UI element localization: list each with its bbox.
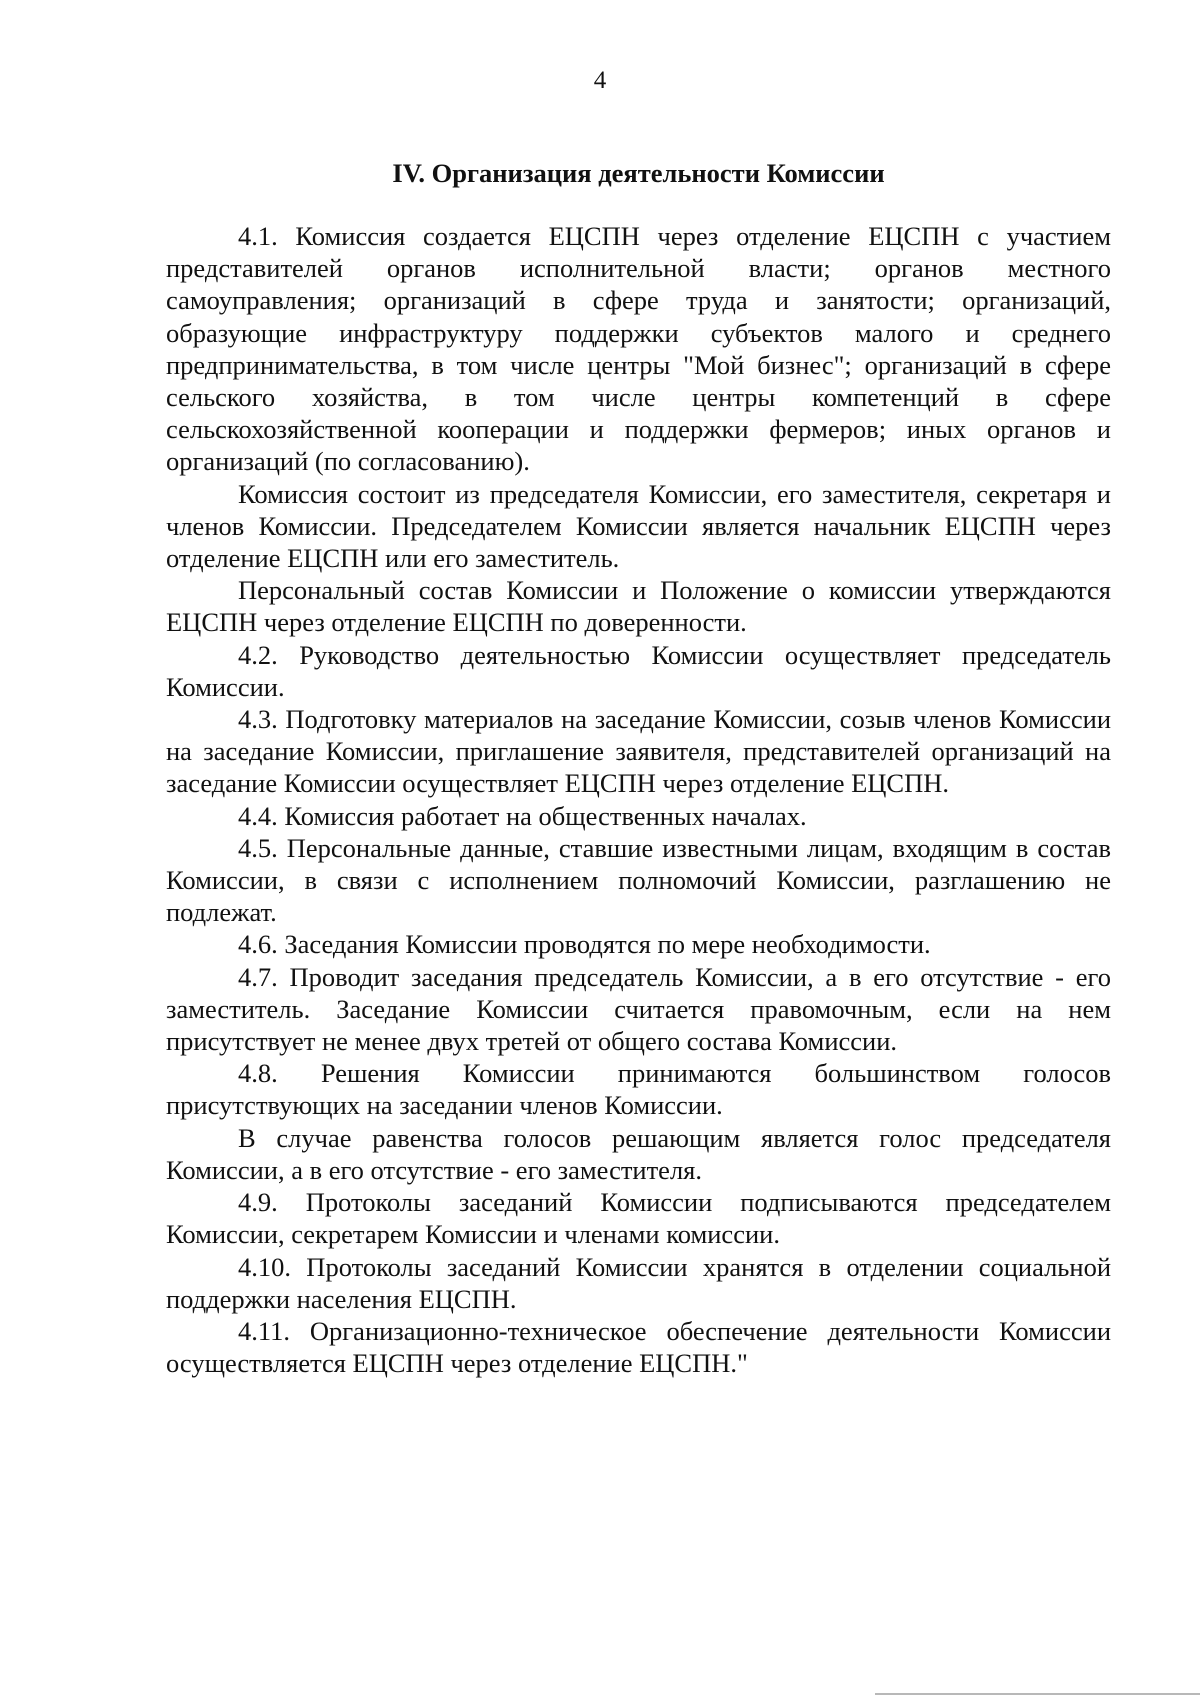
paragraph-tie-vote: В случае равенства голосов решающим является голос председателя Комиссии, а в его отсутствие - его заместителя.	[166, 1122, 1111, 1185]
page-number: 4	[593, 67, 607, 94]
paragraph-4-11: 4.11. Организационно-техническое обеспечение деятельности Комиссии осуществляется ЕЦСПН через отделение ЕЦСПН."	[166, 1315, 1111, 1379]
paragraph-4-5: 4.5. Персональные данные, ставшие известными лицам, входящим в состав Комиссии, в связи с исполнением полномочий Комиссии, разглашению не подлежат.	[166, 832, 1111, 928]
paragraph-personnel-approval: Персональный состав Комиссии и Положение о комиссии утверждаются ЕЦСПН через отделение ЕЦСПН по доверенности.	[166, 575, 1111, 638]
paragraph-4-8: 4.8. Решения Комиссии принимаются большинством голосов присутствующих на заседании членов Комиссии.	[166, 1058, 1111, 1121]
paragraph-4-7: 4.7. Проводит заседания председатель Комиссии, а в его отсутствие - его заместитель. Заседание Комиссии считается правомочным, если на нем присутствует не менее двух третей от общего состава Комиссии.	[166, 961, 1111, 1057]
paragraph-commission-composition: Комиссия состоит из председателя Комиссии, его заместителя, секретаря и членов Комиссии. Председателем Комиссии является начальник ЕЦСПН через отделение ЕЦСПН или его заместитель.	[166, 478, 1111, 574]
document-body	[166, 220, 1111, 1379]
paragraph-4-4: 4.4. Комиссия работает на общественных началах.	[238, 800, 807, 831]
paragraph-4-10: 4.10. Протоколы заседаний Комиссии хранятся в отделении социальной поддержки населения ЕЦСПН.	[166, 1251, 1111, 1314]
paragraph-4-3: 4.3. Подготовку материалов на заседание Комиссии, созыв членов Комиссии на заседание Комиссии, приглашение заявителя, представителей организаций на заседание Комиссии осуществляет ЕЦСПН через отделение ЕЦСПН.	[166, 704, 1111, 799]
paragraph-4-1: 4.1. Комиссия создается ЕЦСПН через отделение ЕЦСПН с участием представителей органов исполнительной власти; органов местного самоуправления; организаций в сфере труда и занятости; организаций, образующие инфраструктуру поддержки субъектов малого и среднего предпринимательства, в том числе центры "Мой бизнес"; организаций в сфере сельского хозяйства, в том числе центры компетенций в сфере сельскохозяйственной кооперации и поддержки фермеров; иных органов и организаций (по согласованию).	[166, 221, 1111, 477]
scan-edge-line	[875, 1693, 1200, 1695]
paragraph-4-9: 4.9. Протоколы заседаний Комиссии подписываются председателем Комиссии, секретарем Комиссии и членами комиссии.	[166, 1187, 1111, 1250]
paragraph-4-2: 4.2. Руководство деятельностью Комиссии осуществляет председатель Комиссии.	[166, 639, 1111, 702]
section-title: IV. Организация деятельности Комиссии	[392, 158, 885, 188]
paragraph-4-6: 4.6. Заседания Комиссии проводятся по мере необходимости.	[238, 929, 931, 960]
